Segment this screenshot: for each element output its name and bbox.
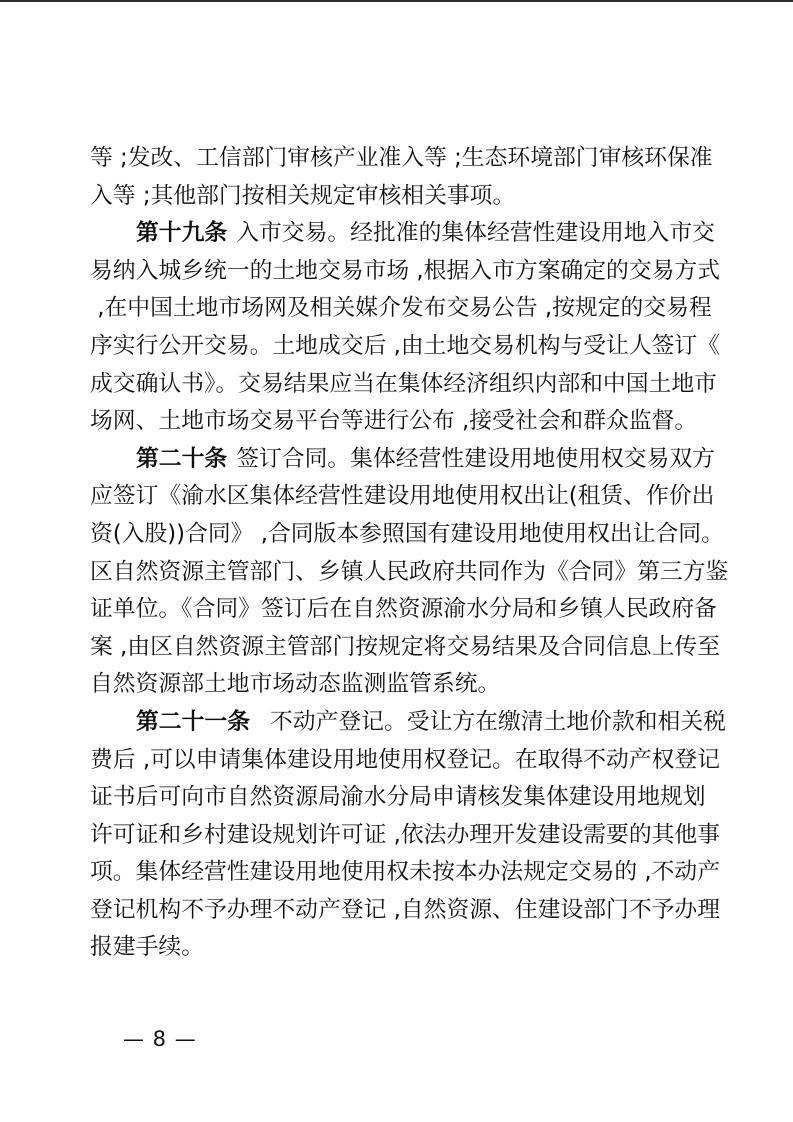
doc-line: 自然资源部土地市场动态监测监管系统。 (90, 671, 501, 698)
doc-line: 费后 ,可以申请集体建设用地使用权登记。在取得不动产权登记 (90, 746, 721, 773)
doc-line: 区自然资源主管部门、乡镇人民政府共同作为《合同》第三方鉴 (90, 558, 729, 585)
doc-line: 证书后可向市自然资源局渝水分局申请核发集体建设用地规划 (90, 784, 706, 811)
article-number: 第二十一条 (136, 708, 250, 735)
doc-line: 等 ;发改、工信部门审核产业准入等 ;生态环境部门审核环保准 (90, 145, 713, 171)
doc-line: 报建手续。 (90, 934, 204, 961)
doc-line: 项。集体经营性建设用地使用权未按本办法规定交易的 ,不动产 (90, 859, 721, 886)
doc-line: 成交确认书》。交易结果应当在集体经济组织内部和中国土地市 (90, 370, 717, 397)
doc-line-article-21 (90, 704, 760, 742)
doc-line-article-19 (90, 215, 760, 253)
article-number: 第十九条 (136, 220, 228, 247)
doc-line: 场网、土地市场交易平台等进行公布 ,接受社会和群众监督。 (90, 408, 698, 435)
doc-line-article-20 (90, 441, 760, 479)
doc-line: 应签订《渝水区集体经营性建设用地使用权出让(租赁、作价出 (90, 483, 715, 510)
article-text: 入市交易。经批准的集体经营性建设用地入市交 (236, 220, 715, 247)
article-number: 第二十条 (136, 445, 228, 472)
top-edge-scan-line (0, 0, 793, 2)
doc-line: ,在中国土地市场网及相关媒介发布交易公告 ,按规定的交易程 (90, 295, 712, 322)
doc-line: 资(入股))合同》 ,合同版本参照国有建设用地使用权出让合同。 (90, 520, 724, 547)
doc-line: 易纳入城乡统一的土地交易市场 ,根据入市方案确定的交易方式 (90, 257, 721, 284)
doc-line: 登记机构不予办理不动产登记 ,自然资源、住建设部门不予办理 (90, 896, 721, 923)
doc-line: 序实行公开交易。土地成交后 ,由土地交易机构与受让人签订《 (90, 332, 721, 359)
doc-line: 证单位。《合同》签订后在自然资源渝水分局和乡镇人民政府备 (90, 596, 717, 623)
doc-line: 许可证和乡村建设规划许可证 ,依法办理开发建设需要的其他事 (90, 821, 721, 848)
article-text: 签订合同。集体经营性建设用地使用权交易双方 (236, 445, 715, 472)
page-number: — 8 — (123, 1027, 197, 1051)
article-text: 不动产登记。受让方在缴清土地价款和相关税 (269, 708, 726, 735)
doc-line: 案 ,由区自然资源主管部门按规定将交易结果及合同信息上传至 (90, 633, 721, 660)
document-text (90, 140, 760, 967)
doc-line: 入等 ;其他部门按相关规定审核相关事项。 (90, 182, 516, 209)
